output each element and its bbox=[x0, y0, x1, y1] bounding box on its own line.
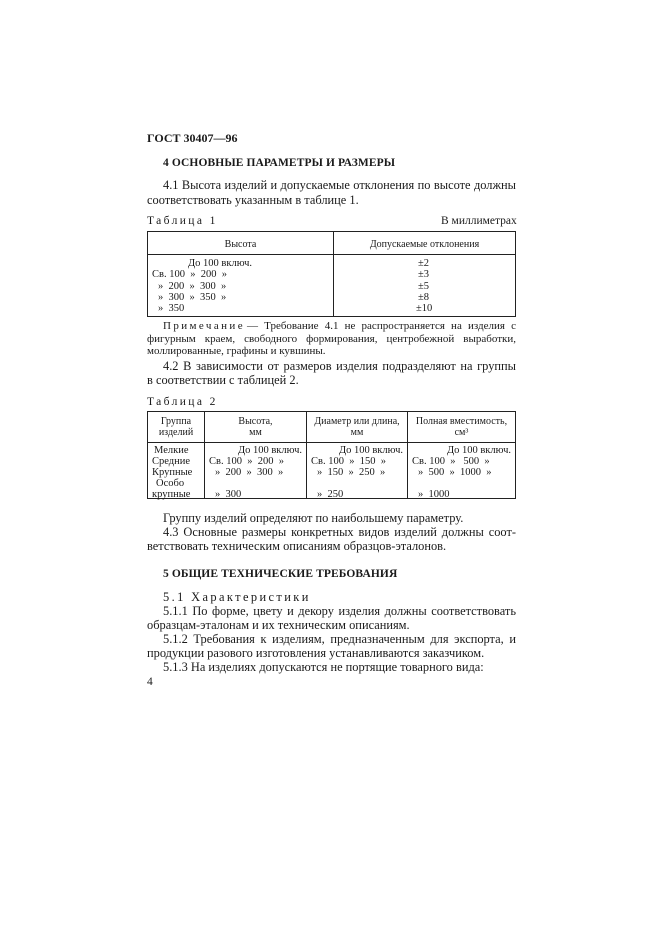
table-1-height-row: До 100 включ. bbox=[188, 258, 253, 269]
table-2-volume-cell bbox=[408, 443, 516, 499]
table-2-header-group: Группа изделий bbox=[148, 412, 205, 443]
paragraph-4-3-line1: 4.3 Основные размеры конкретных видов изделий должны соот- bbox=[163, 525, 516, 539]
page-number: 4 bbox=[147, 676, 153, 688]
table-2-volume: До 100 включ. bbox=[446, 445, 511, 456]
table-2-diameter: До 100 включ. bbox=[338, 445, 403, 456]
table-2-height: » 200 » 300 » bbox=[215, 467, 284, 478]
table-2-group: крупные bbox=[152, 489, 191, 500]
table-2-height: До 100 включ. bbox=[237, 445, 302, 456]
table-2-height-cell bbox=[205, 443, 307, 499]
table-1-tolerance-cell bbox=[334, 255, 516, 317]
paragraph-4-3-line2: ветствовать техническим описаниям образцов-эталонов. bbox=[147, 539, 447, 553]
table-1-note-line1 bbox=[163, 320, 516, 333]
table-2-group: Средние bbox=[152, 456, 191, 467]
table-1-units: В миллиметрах bbox=[441, 215, 517, 227]
table-1-header-tolerance: Допускаемые отклонения bbox=[334, 232, 516, 255]
table-2-volume: Св. 100 » 500 » bbox=[412, 456, 490, 467]
paragraph-5-1-2-line2: продукции разового изготовления устанавливаются заказчиком. bbox=[147, 646, 485, 660]
table-2-diameter: » 250 bbox=[317, 489, 344, 500]
paragraph-5-1-2-line1: 5.1.2 Требования к изделиям, предназначенным для экспорта, и bbox=[163, 632, 516, 646]
note-text: — Требование 4.1 не распространяется на изделия с bbox=[246, 320, 516, 332]
paragraph-5-1-1-line2: образцам-эталонам и их техническим описаниям. bbox=[147, 618, 410, 632]
table-1-height-row: Св. 100 » 200 » bbox=[152, 269, 227, 280]
table-1-height-row: » 200 » 300 » bbox=[158, 281, 227, 292]
table-2-header-diameter: Диаметр или длина, мм bbox=[307, 412, 408, 443]
paragraph-5-1: 5.1 Характеристики bbox=[163, 590, 311, 604]
table-2-height: Св. 100 » 200 » bbox=[209, 456, 284, 467]
paragraph-4-1-line1: 4.1 Высота изделий и допускаемые отклонения по высоте должны bbox=[163, 178, 516, 192]
paragraph-4-2-line2: в соответствии с таблицей 2. bbox=[147, 373, 299, 387]
table-2-group: Крупные bbox=[152, 467, 193, 478]
table-1-tolerance-row: ±10 bbox=[416, 303, 433, 314]
table-2-volume: » 500 » 1000 » bbox=[418, 467, 492, 478]
table-1-note-line2: фигурным краем, свободного формирования, центробежной выработки, bbox=[147, 333, 516, 345]
table-1-header-height: Высота bbox=[148, 232, 334, 255]
note-label: Примечание bbox=[163, 320, 245, 332]
section-5-title: 5 ОБЩИЕ ТЕХНИЧЕСКИЕ ТРЕБОВАНИЯ bbox=[163, 568, 398, 580]
paragraph-5-1-1-line1: 5.1.1 По форме, цвету и декору изделия должны соответствовать bbox=[163, 604, 516, 618]
table-2-diameter-cell bbox=[307, 443, 408, 499]
document-id: ГОСТ 30407—96 bbox=[147, 131, 238, 145]
paragraph-4-1-line2: соответствовать указанным в таблице 1. bbox=[147, 193, 359, 207]
table-2-volume: » 1000 bbox=[418, 489, 450, 500]
table-1-note-line3: моллированные, графины и кувшины. bbox=[147, 345, 326, 357]
table-1-tolerance-row: ±5 bbox=[418, 281, 430, 292]
table-1-tolerance-row: ±8 bbox=[418, 292, 430, 303]
table-2 bbox=[147, 411, 516, 499]
table-2-group: Мелкие bbox=[154, 445, 189, 456]
table-1-height-cell bbox=[148, 255, 334, 317]
table-2-group-cell bbox=[148, 443, 205, 499]
table-2-group: Особо bbox=[156, 478, 185, 489]
paragraph-5-1-3: 5.1.3 На изделиях допускаются не портящие товарного вида: bbox=[163, 660, 484, 674]
paragraph-4-2-line1: 4.2 В зависимости от размеров изделия подразделяют на группы bbox=[163, 359, 516, 373]
table-1 bbox=[147, 231, 516, 317]
table-2-diameter: Св. 100 » 150 » bbox=[311, 456, 386, 467]
table-1-height-row: » 350 bbox=[158, 303, 185, 314]
table-1-caption: Таблица 1 bbox=[147, 215, 218, 227]
section-4-title: 4 ОСНОВНЫЕ ПАРАМЕТРЫ И РАЗМЕРЫ bbox=[163, 157, 396, 169]
paragraph-group-rule: Группу изделий определяют по наибольшему параметру. bbox=[163, 511, 464, 525]
table-1-tolerance-row: ±3 bbox=[418, 269, 430, 280]
table-2-height: » 300 bbox=[215, 489, 242, 500]
table-1-height-row: » 300 » 350 » bbox=[158, 292, 227, 303]
table-2-caption: Таблица 2 bbox=[147, 396, 218, 408]
table-2-header-height: Высота, мм bbox=[205, 412, 307, 443]
table-1-tolerance-row: ±2 bbox=[418, 258, 430, 269]
table-2-diameter: » 150 » 250 » bbox=[317, 467, 386, 478]
table-2-header-volume: Полная вместимость, см³ bbox=[408, 412, 516, 443]
